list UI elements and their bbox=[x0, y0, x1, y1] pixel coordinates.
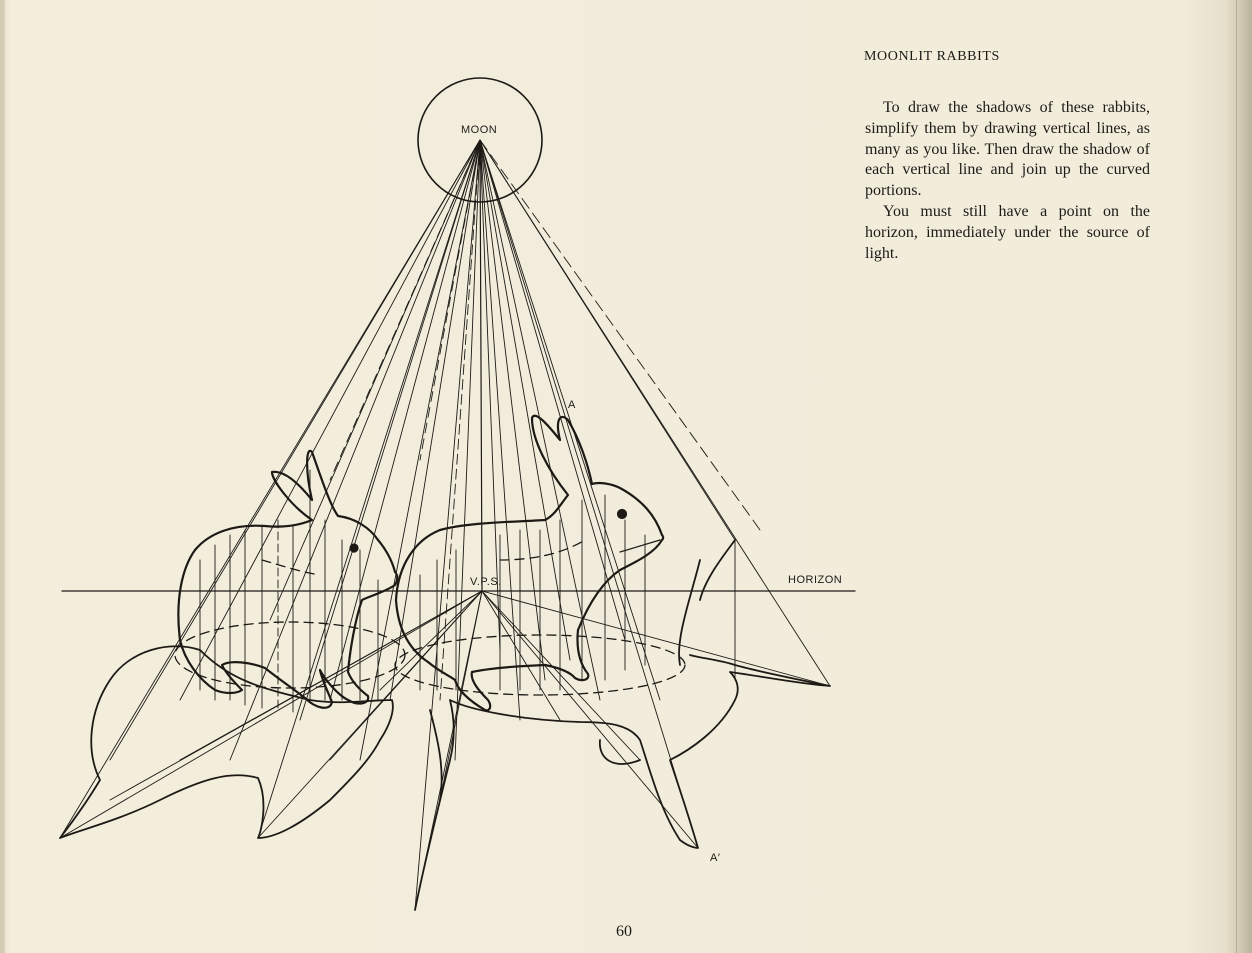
moon-light-rays bbox=[60, 140, 830, 910]
paragraph-1: To draw the shadows of these rabbits, simplify them by drawing vertical lines, as many as you like. Then draw the shadow of each vertical line and join up the curved portions. bbox=[865, 99, 1150, 200]
ground-ellipses bbox=[175, 540, 685, 695]
paragraph-2: You must still have a point on the horizon, immediately under the source of light. bbox=[865, 202, 1150, 262]
point-a-label: A bbox=[568, 399, 576, 411]
moon-label: MOON bbox=[461, 124, 498, 136]
page-number: 60 bbox=[616, 923, 632, 940]
point-a-shadow-label: A′ bbox=[710, 852, 721, 864]
page-title: MOONLIT RABBITS bbox=[864, 49, 1000, 64]
right-rabbit-drawing bbox=[396, 416, 663, 711]
horizon-label: HORIZON bbox=[788, 574, 843, 586]
vps-label: V.P.S. bbox=[470, 576, 502, 588]
